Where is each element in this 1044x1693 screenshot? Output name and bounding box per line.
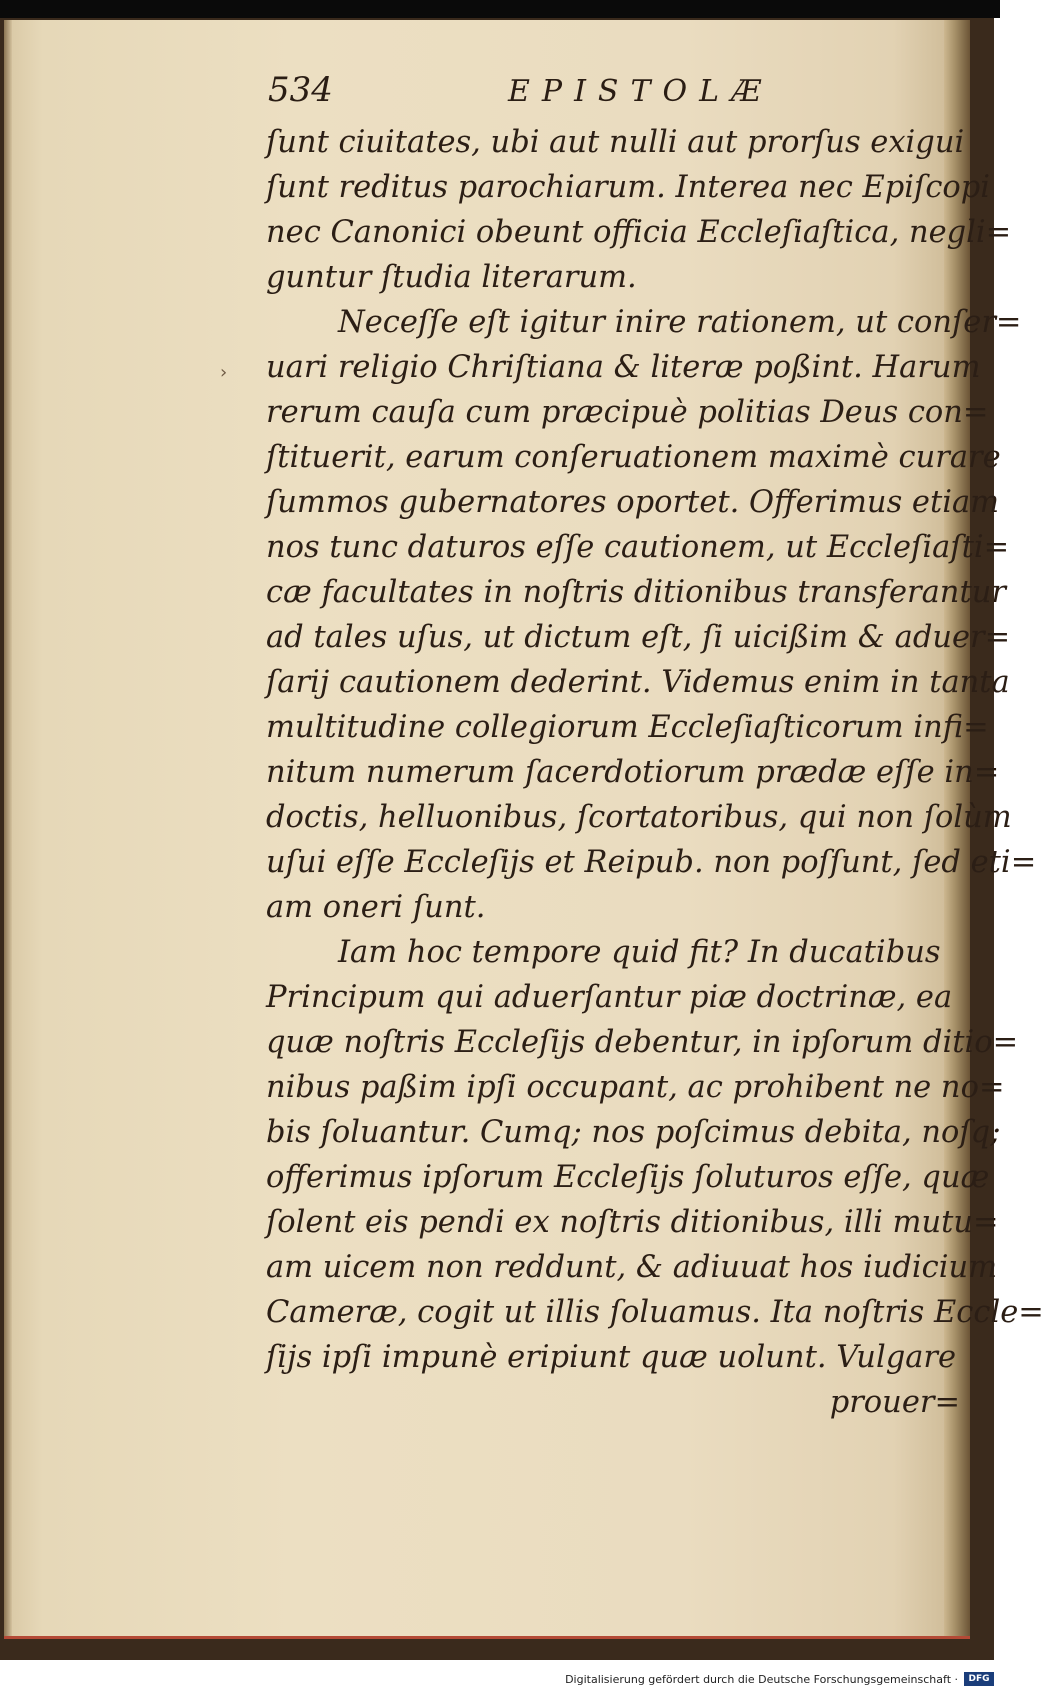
text-line: rerum cauſa cum præcipuè politias Deus con= — [266, 395, 989, 430]
scanned-page-frame — [0, 18, 1044, 1660]
top-border — [0, 0, 1000, 18]
text-line: doctis, helluonibus, ſcortatoribus, qui non ſolùm — [266, 800, 1012, 835]
text-line: am uicem non reddunt, & adiuuat hos iudicium — [266, 1250, 998, 1285]
text-line: guntur ſtudia literarum. — [266, 260, 637, 295]
text-line-paragraph-start: Iam hoc tempore quid fit? In ducatibus — [338, 935, 941, 970]
running-head — [268, 62, 968, 122]
funding-credit: Digitalisierung gefördert durch die Deutsche Forschungsgemeinschaft · — [565, 1673, 958, 1686]
text-line-paragraph-start: Neceſſe eſt igitur inire rationem, ut conſer= — [338, 305, 1022, 340]
book-page — [4, 20, 1044, 1639]
text-line: ſarij cautionem dederint. Videmus enim in tanta — [266, 665, 1010, 700]
text-line: ſummos gubernatores oportet. Offerimus etiam — [266, 485, 1000, 520]
text-line: uſui eſſe Eccleſijs et Reipub. non poſſunt, ſed eti= — [266, 845, 1037, 880]
text-line: Principum qui aduerſantur piæ doctrinæ, ea — [266, 980, 953, 1015]
text-line: quæ noſtris Eccleſijs debentur, in ipſorum ditio= — [266, 1025, 1019, 1060]
text-line: ſunt reditus parochiarum. Interea nec Epiſcopi — [266, 170, 991, 205]
text-line: ſunt ciuitates, ubi aut nulli aut prorſus exigui — [266, 125, 965, 160]
text-line: nos tunc daturos eſſe cautionem, ut Eccleſiaſti= — [266, 530, 1010, 565]
text-line: ſijs ipſi impunè eripiunt quæ uolunt. Vulgare — [266, 1340, 957, 1375]
footer-bar — [0, 1670, 1000, 1693]
text-line: ſtituerit, earum conſeruationem maximè curare — [266, 440, 1001, 475]
text-line: Cameræ, cogit ut illis ſoluamus. Ita noſtris Eccle= — [266, 1295, 1044, 1330]
text-line: bis ſoluantur. Cumq; nos poſcimus debita, noſq; — [266, 1115, 1001, 1150]
text-line: am oneri ſunt. — [266, 890, 486, 925]
text-line: offerimus ipſorum Eccleſijs ſoluturos eſſe, quæ — [266, 1160, 990, 1195]
text-line: ſolent eis pendi ex noſtris ditionibus, illi mutu= — [266, 1205, 999, 1240]
catchword: prouer= — [829, 1385, 960, 1420]
body-text — [266, 120, 1044, 1425]
text-line: ad tales uſus, ut dictum eſt, ſi uicißim & aduer= — [266, 620, 1011, 655]
running-head-title: EPISTOLÆ — [508, 74, 774, 109]
text-line: multitudine collegiorum Eccleſiaſticorum infi= — [266, 710, 989, 745]
text-line: nibus paßim ipſi occupant, ac prohibent ne no= — [266, 1070, 1005, 1105]
text-line: nec Canonici obeunt officia Eccleſiaſtica, negli= — [266, 215, 1012, 250]
text-line: nitum numerum ſacerdotiorum prædæ eſſe in= — [266, 755, 1000, 790]
page-left-edge — [4, 20, 12, 1636]
margin-mark: › — [220, 362, 228, 383]
text-line: cæ facultates in noſtris ditionibus transferantur — [266, 575, 1006, 610]
text-line: uari religio Chriſtiana & literæ poßint. Harum — [266, 350, 981, 385]
page-number: 534 — [268, 70, 333, 110]
dfg-logo: DFG — [964, 1672, 994, 1686]
